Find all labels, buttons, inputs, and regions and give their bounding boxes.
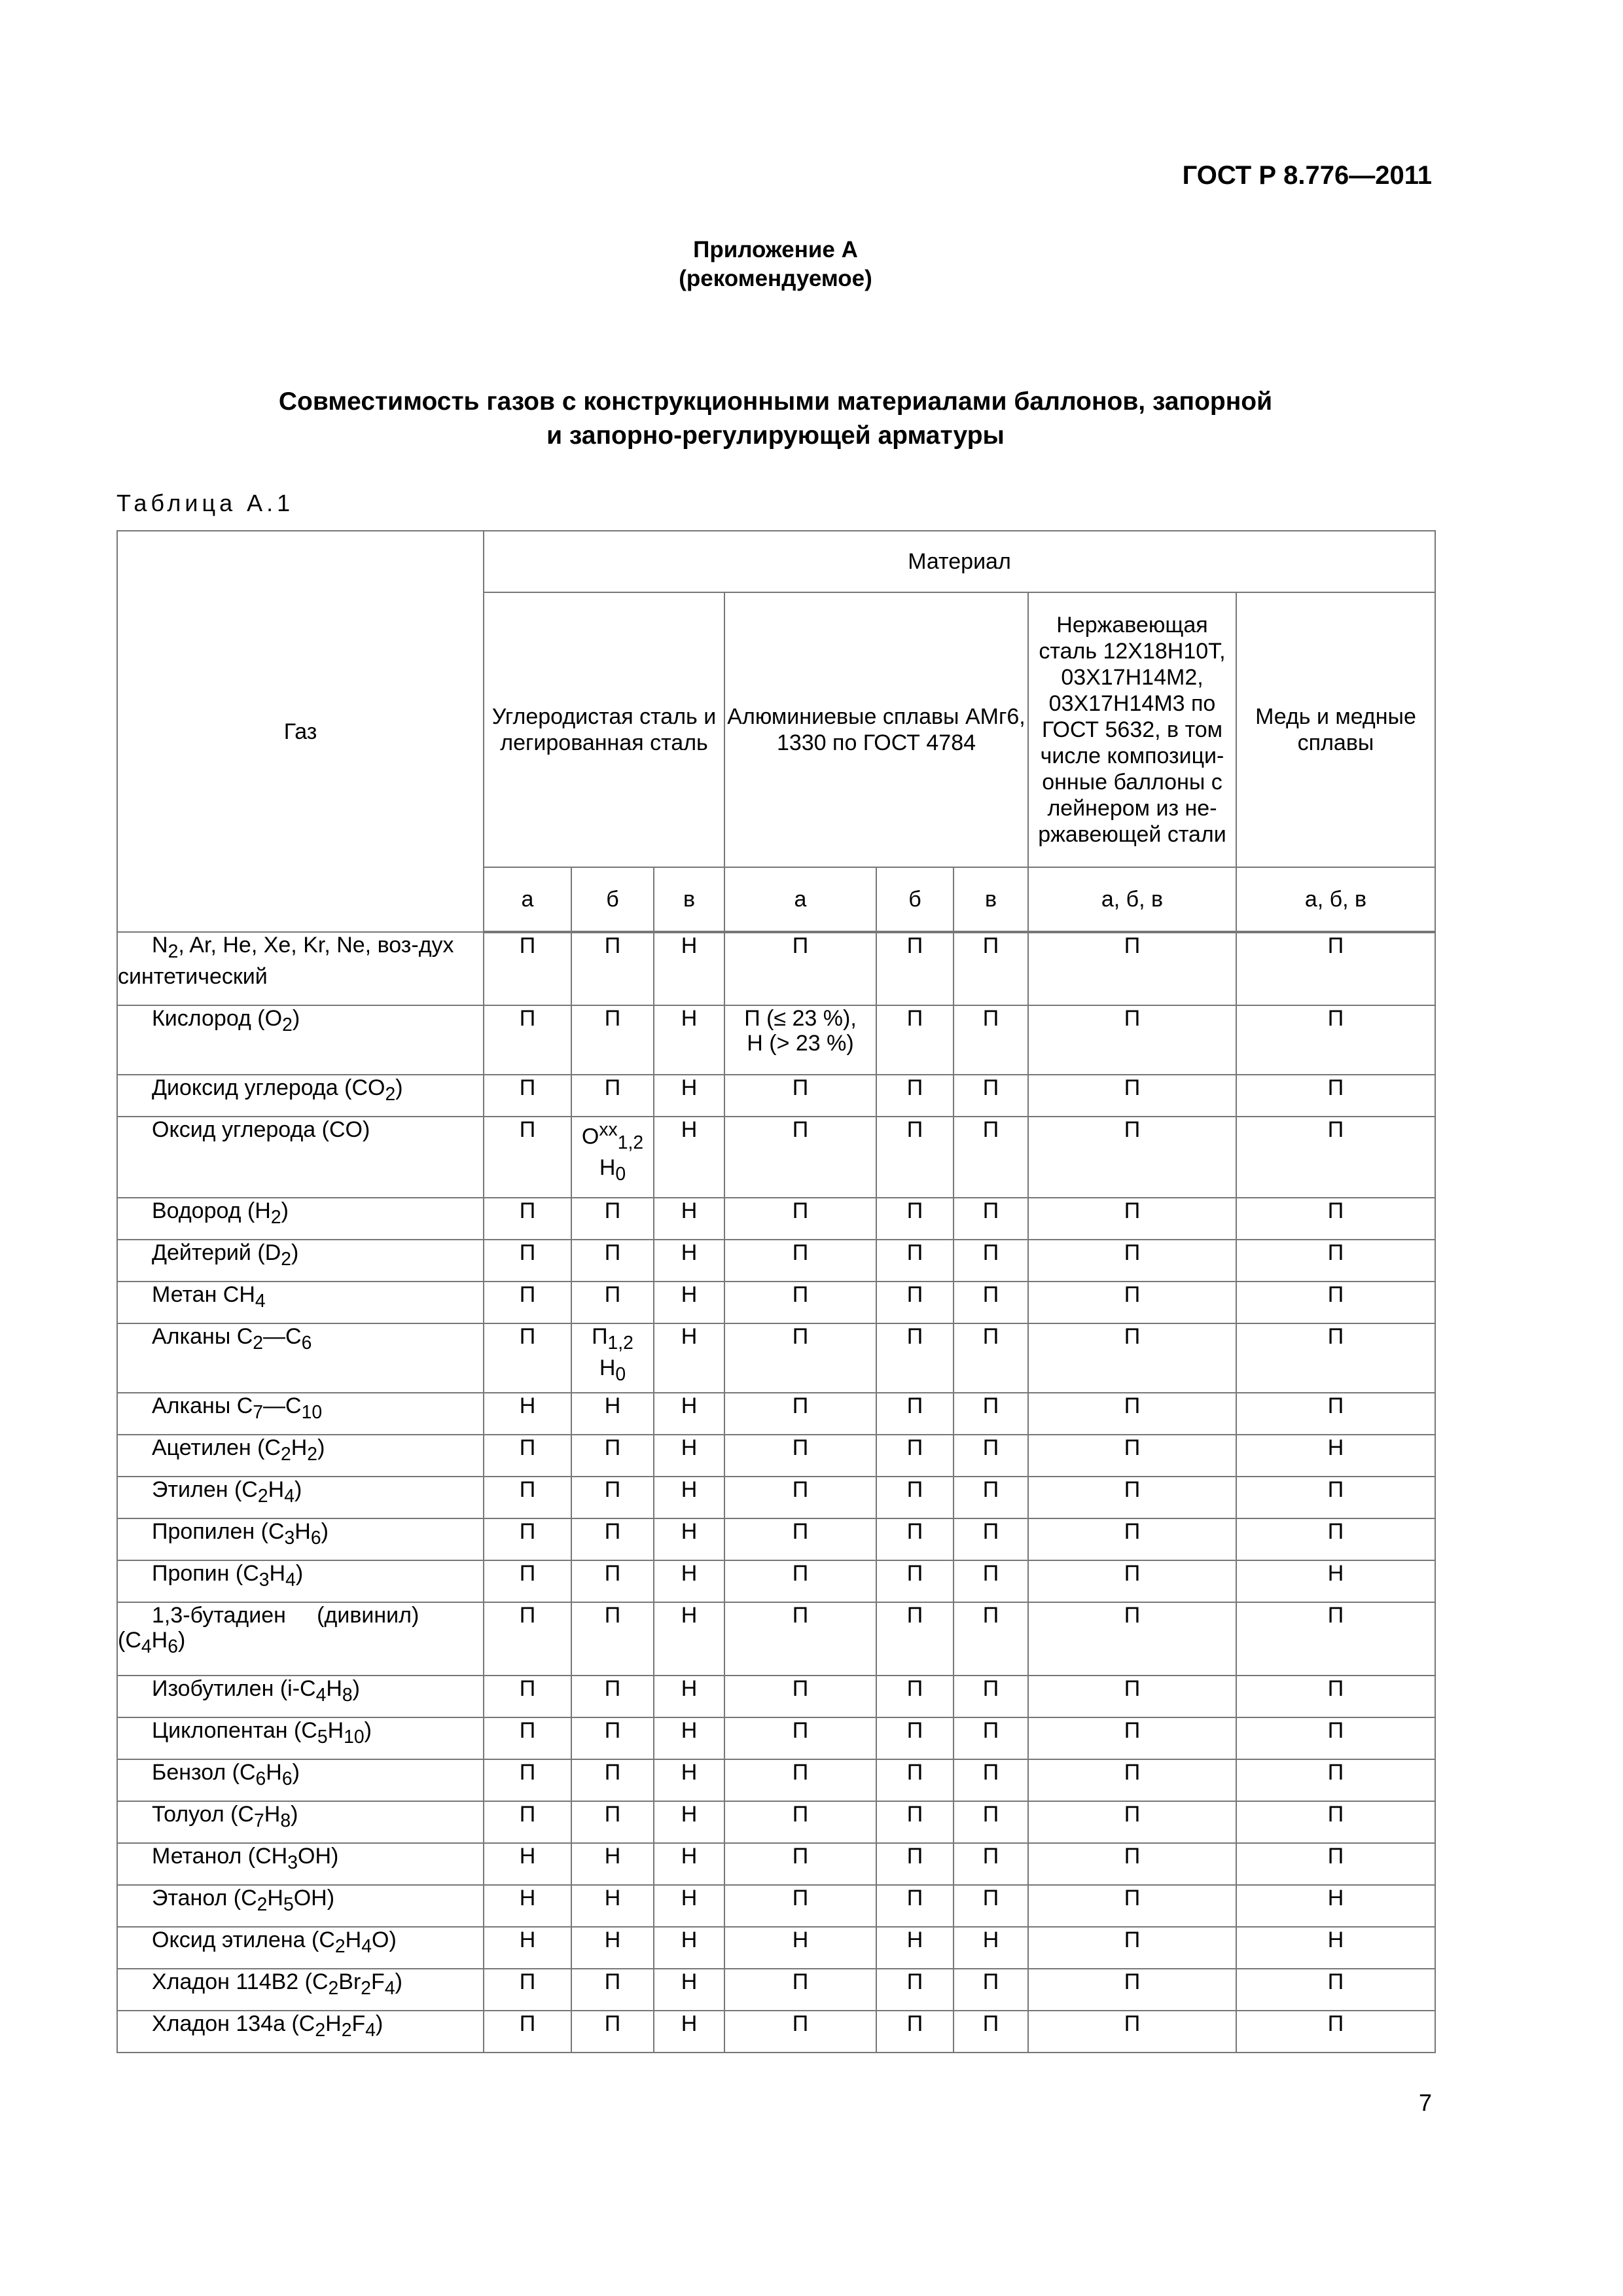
compatibility-cell: П bbox=[954, 1717, 1028, 1759]
compatibility-cell: П bbox=[1028, 1117, 1236, 1198]
compatibility-cell: Н bbox=[654, 1477, 724, 1518]
compatibility-cell: П bbox=[954, 1240, 1028, 1282]
gas-name-cell: Бензол $(C_6H_6)$ bbox=[117, 1759, 484, 1801]
compatibility-cell: П bbox=[1236, 1393, 1435, 1435]
compatibility-cell: П bbox=[724, 1676, 876, 1717]
compatibility-cell: П bbox=[1028, 1602, 1236, 1676]
subheader-cell: в bbox=[954, 867, 1028, 932]
compatibility-cell: П bbox=[876, 1885, 954, 1927]
gas-name-cell: Оксид этилена $(C_2H_4O)$ bbox=[117, 1927, 484, 1969]
compatibility-cell: П bbox=[1028, 1005, 1236, 1075]
compatibility-cell: Н bbox=[1236, 1885, 1435, 1927]
compatibility-cell: Н bbox=[954, 1927, 1028, 1969]
page-title bbox=[0, 385, 1551, 453]
compatibility-cell: П bbox=[954, 1323, 1028, 1393]
compatibility-cell: Н bbox=[654, 1075, 724, 1117]
compatibility-cell: П bbox=[484, 1117, 571, 1198]
compatibility-cell: П bbox=[484, 1282, 571, 1323]
compatibility-cell: П bbox=[876, 1560, 954, 1602]
gas-name-cell: Метан $CH_4$ bbox=[117, 1282, 484, 1323]
gas-name-cell: Пропилен $(C_3H_6)$ bbox=[117, 1518, 484, 1560]
gas-name-cell: Метанол $(CH_3OH)$ bbox=[117, 1843, 484, 1885]
compatibility-cell: П bbox=[484, 1759, 571, 1801]
compatibility-cell: П bbox=[954, 1393, 1028, 1435]
gas-name-cell: Алканы $C_7—C_{10}$ bbox=[117, 1393, 484, 1435]
compatibility-cell: П bbox=[1028, 1717, 1236, 1759]
compatibility-cell: Н bbox=[654, 1518, 724, 1560]
compatibility-cell: П bbox=[484, 1198, 571, 1240]
compatibility-cell: П bbox=[571, 1518, 654, 1560]
compatibility-cell: П bbox=[1236, 1676, 1435, 1717]
compatibility-cell: П bbox=[1028, 1477, 1236, 1518]
compatibility-cell: Н bbox=[654, 1117, 724, 1198]
compatibility-cell: П bbox=[1028, 1198, 1236, 1240]
table-row bbox=[117, 1005, 1435, 1075]
compatibility-cell: П bbox=[1236, 1969, 1435, 2011]
compatibility-cell: П bbox=[954, 1075, 1028, 1117]
table-row bbox=[117, 1801, 1435, 1843]
gas-name-cell: Дейтерий $(D_2)$ bbox=[117, 1240, 484, 1282]
compatibility-cell: П bbox=[876, 2011, 954, 2053]
gas-name-cell: Водород $(H_2)$ bbox=[117, 1198, 484, 1240]
compatibility-cell: Н bbox=[654, 2011, 724, 2053]
gas-name-cell: Пропин $(C_3H_4)$ bbox=[117, 1560, 484, 1602]
compatibility-cell: П bbox=[954, 1602, 1028, 1676]
compatibility-cell: П bbox=[876, 1801, 954, 1843]
compatibility-cell: П bbox=[484, 1717, 571, 1759]
table-label: Таблица А.1 bbox=[116, 490, 294, 516]
gas-name-cell: $N_2$, Ar, He, Xe, Kr, Ne, воз-дух синтетический bbox=[117, 932, 484, 1005]
compatibility-cell: П bbox=[954, 1117, 1028, 1198]
compatibility-cell: П bbox=[1028, 1801, 1236, 1843]
appendix-status: (рекомендуемое) bbox=[679, 266, 872, 291]
compatibility-cell: П bbox=[954, 1885, 1028, 1927]
page-title-line-2: и запорно-регулирующей арматуры bbox=[546, 422, 1005, 450]
compatibility-cell: П bbox=[1028, 1843, 1236, 1885]
group-header-copper: Медь и медные сплавы bbox=[1236, 592, 1435, 867]
compatibility-cell: П bbox=[484, 1801, 571, 1843]
gas-name-cell: Ацетилен $(C_2H_2)$ bbox=[117, 1435, 484, 1477]
compatibility-cell: П bbox=[876, 1676, 954, 1717]
compatibility-cell: П bbox=[571, 2011, 654, 2053]
compatibility-cell: П bbox=[484, 2011, 571, 2053]
compatibility-cell: Н bbox=[571, 1927, 654, 1969]
compatibility-cell: П bbox=[876, 1759, 954, 1801]
compatibility-cell: П bbox=[876, 1518, 954, 1560]
compatibility-cell: П bbox=[1236, 1843, 1435, 1885]
compatibility-cell: П bbox=[571, 1969, 654, 2011]
compatibility-cell: П bbox=[571, 1602, 654, 1676]
compatibility-cell: П bbox=[571, 1435, 654, 1477]
compatibility-cell: П bbox=[954, 1518, 1028, 1560]
table-row bbox=[117, 1759, 1435, 1801]
subheader-cell: а, б, в bbox=[1028, 867, 1236, 932]
compatibility-cell: П bbox=[724, 1435, 876, 1477]
compatibility-cell: П bbox=[1028, 1323, 1236, 1393]
compatibility-cell: Н bbox=[654, 1282, 724, 1323]
compatibility-cell: Н bbox=[654, 1560, 724, 1602]
compatibility-cell: Н bbox=[571, 1885, 654, 1927]
gas-name-cell: Оксид углерода (CO) bbox=[117, 1117, 484, 1198]
compatibility-cell: П bbox=[1236, 2011, 1435, 2053]
compatibility-cell: П bbox=[724, 2011, 876, 2053]
table-row bbox=[117, 1518, 1435, 1560]
appendix-heading bbox=[0, 236, 1551, 293]
compatibility-cell: П bbox=[1236, 932, 1435, 1005]
compatibility-cell: П bbox=[954, 1560, 1028, 1602]
compatibility-cell: П bbox=[724, 1323, 876, 1393]
table-row bbox=[117, 1393, 1435, 1435]
compatibility-cell: П bbox=[1236, 1477, 1435, 1518]
compatibility-cell: П bbox=[724, 1518, 876, 1560]
compatibility-cell: П bbox=[571, 1759, 654, 1801]
compatibility-cell: П bbox=[954, 1435, 1028, 1477]
compatibility-cell: П bbox=[724, 1477, 876, 1518]
appendix-title: Приложение А bbox=[693, 237, 858, 262]
compatibility-cell: П bbox=[954, 1676, 1028, 1717]
compatibility-cell: П bbox=[484, 1602, 571, 1676]
compatibility-cell: П bbox=[876, 1075, 954, 1117]
compatibility-cell: П bbox=[876, 1843, 954, 1885]
compatibility-cell: П bbox=[876, 1393, 954, 1435]
compatibility-cell: П bbox=[876, 1005, 954, 1075]
gas-name-cell: Этилен $(C_2H_4)$ bbox=[117, 1477, 484, 1518]
compatibility-cell: П bbox=[571, 1282, 654, 1323]
table-row bbox=[117, 1885, 1435, 1927]
compatibility-cell: П bbox=[484, 1518, 571, 1560]
compatibility-cell: Н bbox=[654, 1885, 724, 1927]
compatibility-cell: П bbox=[724, 1075, 876, 1117]
page-title-line-1: Совместимость газов с конструкционными материалами баллонов, запорной bbox=[278, 387, 1273, 416]
compatibility-cell: Н bbox=[484, 1885, 571, 1927]
compatibility-cell: П bbox=[1236, 1717, 1435, 1759]
compatibility-cell: П bbox=[876, 1602, 954, 1676]
material-header: Материал bbox=[484, 531, 1435, 592]
compatibility-cell: П bbox=[571, 1560, 654, 1602]
compatibility-cell: Н bbox=[654, 1393, 724, 1435]
compatibility-cell: П bbox=[1028, 1282, 1236, 1323]
compatibility-cell: П bbox=[1236, 1323, 1435, 1393]
compatibility-cell: Н bbox=[484, 1927, 571, 1969]
compatibility-cell: Н bbox=[654, 1602, 724, 1676]
subheader-cell: а bbox=[484, 867, 571, 932]
compatibility-cell: П bbox=[724, 1560, 876, 1602]
compatibility-cell: Н bbox=[654, 1969, 724, 2011]
table-row bbox=[117, 932, 1435, 1005]
compatibility-cell: П bbox=[876, 1477, 954, 1518]
table-row bbox=[117, 1198, 1435, 1240]
compatibility-cell: П bbox=[876, 1323, 954, 1393]
compatibility-cell: П bbox=[1028, 1393, 1236, 1435]
compatibility-cell: П bbox=[1028, 1075, 1236, 1117]
compatibility-cell: Н bbox=[654, 1005, 724, 1075]
compatibility-cell: П bbox=[1028, 1240, 1236, 1282]
compatibility-cell: Н bbox=[724, 1927, 876, 1969]
compatibility-cell: П bbox=[876, 1282, 954, 1323]
compatibility-cell: П bbox=[724, 1240, 876, 1282]
compatibility-cell: Н bbox=[1236, 1560, 1435, 1602]
compatibility-cell: Н bbox=[654, 1843, 724, 1885]
compatibility-table bbox=[116, 530, 1436, 2053]
table-row bbox=[117, 1435, 1435, 1477]
gas-name-cell: Хладон 114В2 $(C_2Br_2F_4)$ bbox=[117, 1969, 484, 2011]
table-row bbox=[117, 1927, 1435, 1969]
compatibility-cell: П bbox=[954, 1005, 1028, 1075]
gas-name-cell: Этанол $(C_2H_5OH)$ bbox=[117, 1885, 484, 1927]
table-row bbox=[117, 1282, 1435, 1323]
table-row bbox=[117, 1969, 1435, 2011]
compatibility-cell: П bbox=[1028, 1759, 1236, 1801]
compatibility-cell: Н bbox=[654, 1927, 724, 1969]
table-row bbox=[117, 1602, 1435, 1676]
compatibility-cell: Н bbox=[654, 1717, 724, 1759]
compatibility-cell: П bbox=[571, 1801, 654, 1843]
table-row bbox=[117, 1843, 1435, 1885]
table-row bbox=[117, 1075, 1435, 1117]
compatibility-cell: П bbox=[571, 932, 654, 1005]
compatibility-cell: П bbox=[876, 1198, 954, 1240]
gas-name-cell: Кислород $(O_2)$ bbox=[117, 1005, 484, 1075]
compatibility-cell: П bbox=[724, 1602, 876, 1676]
compatibility-cell: П bbox=[1236, 1117, 1435, 1198]
compatibility-cell: П bbox=[484, 1075, 571, 1117]
compatibility-cell: $П_{1,2}$ $Н_0$ bbox=[571, 1323, 654, 1393]
compatibility-cell: Н bbox=[654, 1759, 724, 1801]
table-row bbox=[117, 2011, 1435, 2053]
compatibility-cell: П bbox=[1028, 2011, 1236, 2053]
table-row bbox=[117, 1117, 1435, 1198]
compatibility-cell: П bbox=[724, 1393, 876, 1435]
compatibility-cell: П bbox=[1028, 1518, 1236, 1560]
compatibility-cell: П bbox=[1236, 1602, 1435, 1676]
compatibility-cell: П bbox=[571, 1005, 654, 1075]
compatibility-cell: П bbox=[1236, 1005, 1435, 1075]
compatibility-cell: П bbox=[571, 1075, 654, 1117]
compatibility-cell: П bbox=[954, 1843, 1028, 1885]
compatibility-cell: П bbox=[954, 1969, 1028, 2011]
compatibility-cell: Н bbox=[1236, 1927, 1435, 1969]
compatibility-cell: П bbox=[876, 1117, 954, 1198]
compatibility-cell: П bbox=[724, 1801, 876, 1843]
compatibility-cell: П bbox=[954, 1801, 1028, 1843]
compatibility-cell: П bbox=[724, 1759, 876, 1801]
compatibility-cell: Н bbox=[654, 1240, 724, 1282]
compatibility-cell: П bbox=[571, 1198, 654, 1240]
compatibility-cell: П bbox=[724, 1717, 876, 1759]
compatibility-cell: $O^{хх}_{1,2}$ $Н_0$ bbox=[571, 1117, 654, 1198]
compatibility-cell: П bbox=[1236, 1801, 1435, 1843]
compatibility-cell: П bbox=[484, 932, 571, 1005]
gas-name-cell: Диоксид углерода $(CO_2)$ bbox=[117, 1075, 484, 1117]
gas-name-cell: Алканы $C_2—C_6$ bbox=[117, 1323, 484, 1393]
compatibility-cell: Н bbox=[571, 1393, 654, 1435]
compatibility-cell: П bbox=[1236, 1518, 1435, 1560]
compatibility-cell: П bbox=[1028, 1676, 1236, 1717]
compatibility-cell: П bbox=[571, 1717, 654, 1759]
compatibility-cell: Н bbox=[484, 1393, 571, 1435]
gas-name-cell: Хладон 134а $(C_2H_2F_4)$ bbox=[117, 2011, 484, 2053]
compatibility-cell: П bbox=[876, 932, 954, 1005]
document-code: ГОСТ Р 8.776—2011 bbox=[1182, 161, 1432, 190]
table-row bbox=[117, 1717, 1435, 1759]
subheader-cell: в bbox=[654, 867, 724, 932]
compatibility-cell: П bbox=[724, 1885, 876, 1927]
compatibility-cell: П bbox=[1028, 1927, 1236, 1969]
compatibility-cell: П bbox=[1236, 1759, 1435, 1801]
compatibility-cell: П bbox=[571, 1676, 654, 1717]
gas-name-cell: Изобутилен $(i-C_4H_8)$ bbox=[117, 1676, 484, 1717]
gas-name-cell: 1,3-бутадиен (дивинил) $(C_4H_6)$ bbox=[117, 1602, 484, 1676]
compatibility-cell: Н bbox=[876, 1927, 954, 1969]
compatibility-cell: Н bbox=[654, 1676, 724, 1717]
subheader-cell: а, б, в bbox=[1236, 867, 1435, 932]
page-number: 7 bbox=[1418, 2089, 1432, 2116]
group-header-carbon-steel: Углеродистая сталь и легированная сталь bbox=[484, 592, 724, 867]
compatibility-cell: Н bbox=[654, 932, 724, 1005]
compatibility-cell: П bbox=[1028, 932, 1236, 1005]
compatibility-cell: П bbox=[484, 1560, 571, 1602]
table-row bbox=[117, 1323, 1435, 1393]
gas-name-cell: Циклопентан $(C_5H_{10})$ bbox=[117, 1717, 484, 1759]
table-row bbox=[117, 1676, 1435, 1717]
compatibility-cell: П bbox=[1236, 1240, 1435, 1282]
table-row bbox=[117, 1240, 1435, 1282]
compatibility-cell: П bbox=[724, 1117, 876, 1198]
compatibility-cell: П bbox=[724, 932, 876, 1005]
compatibility-cell: П bbox=[1028, 1435, 1236, 1477]
subheader-cell: б bbox=[876, 867, 954, 932]
compatibility-cell: П bbox=[954, 1477, 1028, 1518]
compatibility-cell: П bbox=[724, 1843, 876, 1885]
compatibility-cell: П bbox=[724, 1282, 876, 1323]
compatibility-cell: П bbox=[484, 1676, 571, 1717]
compatibility-cell: П bbox=[954, 1282, 1028, 1323]
compatibility-cell: П bbox=[876, 1717, 954, 1759]
compatibility-cell: П bbox=[571, 1477, 654, 1518]
compatibility-cell: П bbox=[484, 1435, 571, 1477]
compatibility-cell: Н bbox=[654, 1801, 724, 1843]
compatibility-cell: Н bbox=[484, 1843, 571, 1885]
compatibility-cell: П bbox=[876, 1969, 954, 2011]
compatibility-cell: П bbox=[1236, 1075, 1435, 1117]
compatibility-cell: П bbox=[954, 932, 1028, 1005]
compatibility-cell: Н bbox=[654, 1323, 724, 1393]
compatibility-cell: П bbox=[1028, 1885, 1236, 1927]
subheader-cell: а bbox=[724, 867, 876, 932]
compatibility-cell: П bbox=[571, 1240, 654, 1282]
compatibility-cell: П bbox=[1236, 1282, 1435, 1323]
compatibility-cell: П bbox=[954, 1198, 1028, 1240]
compatibility-cell: Н bbox=[571, 1843, 654, 1885]
compatibility-cell: П bbox=[724, 1198, 876, 1240]
compatibility-cell: Н bbox=[1236, 1435, 1435, 1477]
group-header-stainless-steel: Нержавеющая сталь 12Х18Н10Т, 03Х17Н14М2, 03Х17Н14М3 по ГОСТ 5632, в том числе композици-онные баллоны с лейнером из не-ржавеющей стали bbox=[1028, 592, 1236, 867]
compatibility-cell: П bbox=[484, 1005, 571, 1075]
compatibility-cell: П bbox=[1028, 1969, 1236, 2011]
compatibility-cell: П bbox=[1028, 1560, 1236, 1602]
compatibility-cell: П bbox=[954, 2011, 1028, 2053]
compatibility-cell: Н bbox=[654, 1198, 724, 1240]
compatibility-cell: П bbox=[484, 1323, 571, 1393]
table-body bbox=[117, 932, 1435, 2053]
table-row bbox=[117, 1477, 1435, 1518]
compatibility-cell: П (≤ 23 %), Н (> 23 %) bbox=[724, 1005, 876, 1075]
subheader-cell: б bbox=[571, 867, 654, 932]
compatibility-cell: Н bbox=[654, 1435, 724, 1477]
compatibility-cell: П bbox=[876, 1240, 954, 1282]
compatibility-cell: П bbox=[1236, 1198, 1435, 1240]
gas-column-header: Газ bbox=[117, 531, 484, 932]
compatibility-cell: П bbox=[954, 1759, 1028, 1801]
gas-name-cell: Толуол $(C_7H_8)$ bbox=[117, 1801, 484, 1843]
compatibility-cell: П bbox=[876, 1435, 954, 1477]
compatibility-cell: П bbox=[484, 1969, 571, 2011]
table-row bbox=[117, 1560, 1435, 1602]
compatibility-cell: П bbox=[484, 1240, 571, 1282]
group-header-aluminium: Алюминиевые сплавы АМг6, 1330 по ГОСТ 4784 bbox=[724, 592, 1028, 867]
compatibility-cell: П bbox=[484, 1477, 571, 1518]
compatibility-cell: П bbox=[724, 1969, 876, 2011]
